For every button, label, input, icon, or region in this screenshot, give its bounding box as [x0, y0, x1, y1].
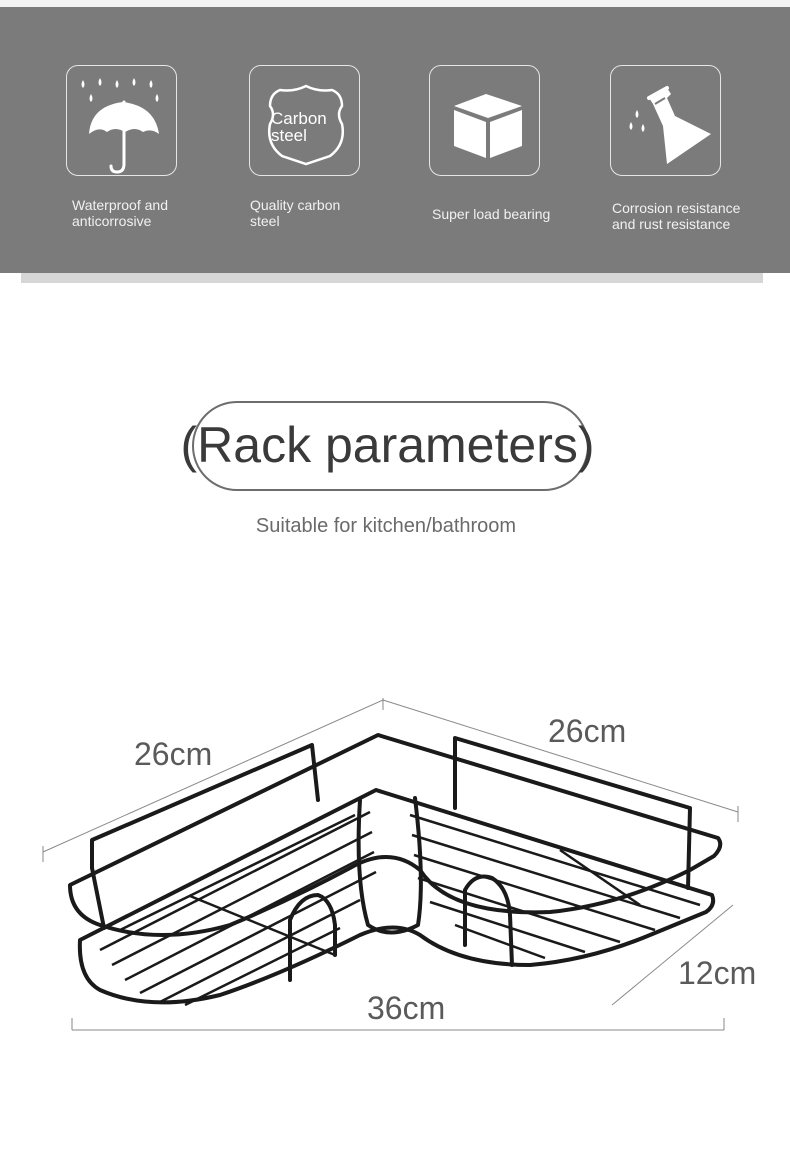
top-strip — [0, 0, 790, 7]
feature-label-corrosion: Corrosion resistance and rust resistance — [612, 200, 741, 232]
feature-label-load: Super load bearing — [432, 206, 551, 222]
cube-icon — [429, 65, 540, 176]
dimension-right-depth: 26cm — [548, 713, 627, 749]
section-title-block — [175, 401, 600, 493]
dimension-left-depth: 26cm — [134, 736, 213, 772]
carbon-steel-badge-icon — [249, 65, 360, 176]
umbrella-rain-icon — [66, 65, 177, 176]
rack-dimension-diagram — [0, 680, 790, 1060]
banner-shadow — [21, 273, 763, 283]
section-subtitle: Suitable for kitchen/bathroom — [255, 515, 517, 537]
dimension-height: 12cm — [678, 955, 757, 991]
badge-text: Carbon steel — [271, 109, 327, 145]
feature-label-carbon: Quality carbon steel — [250, 197, 341, 229]
dimension-width: 36cm — [367, 990, 446, 1026]
features-banner — [0, 7, 790, 273]
feature-label-waterproof: Waterproof and anticorrosive — [72, 197, 168, 229]
flask-drops-icon — [610, 65, 721, 176]
section-title: (Rack parameters) — [180, 417, 595, 473]
